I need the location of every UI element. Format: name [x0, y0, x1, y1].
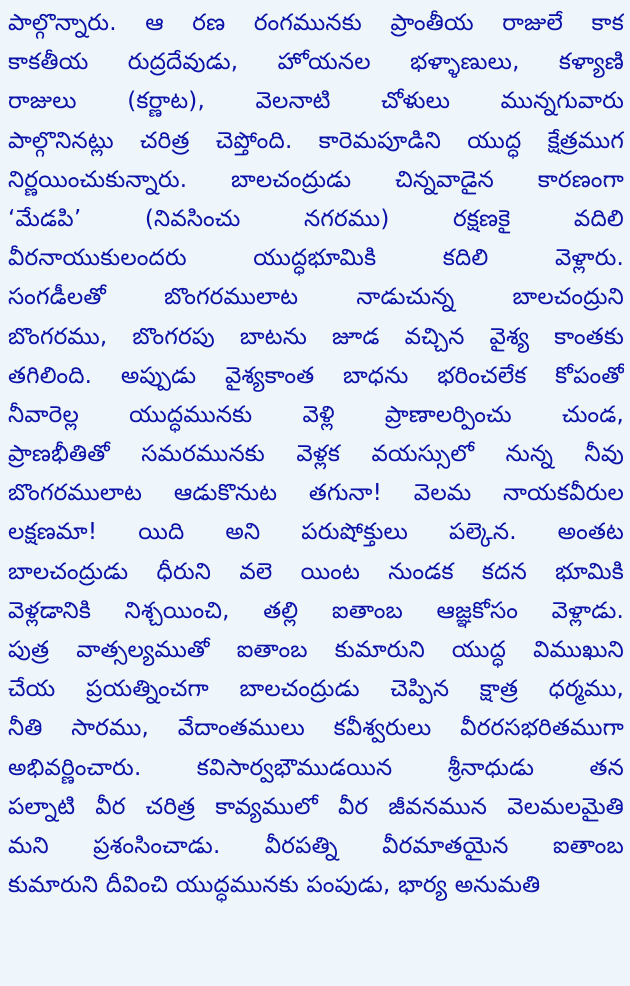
text-line: నీవారెల్ల యుద్ధమునకు వెళ్లి ప్రాణాలర్పించు చుండ, [8, 401, 624, 428]
text-line: బొంగరము, బొంగరపు బాటను జూడ వచ్చిన వైశ్య కాంతకు [8, 323, 624, 350]
text-line: పుత్ర వాత్సల్యముతో ఐతాంబ కుమారుని యుద్ధ విముఖుని [8, 637, 624, 663]
text-line: తగిలింది. అప్పుడు వైశ్యకాంత బాధను భరించలేక కోపంతో [8, 362, 624, 389]
text-line: వెళ్లడానికి నిశ్చయించి, తల్లి ఐతాంబ ఆజ్ఞకోసం వెళ్లాడు. [8, 597, 624, 624]
text-line: వీరనాయుకులందరు యుద్ధభూమికి కదిలి వెళ్లారు. [8, 245, 624, 272]
text-line: ‘మేడపి’ (నివసించు నగరము) రక్షణకై వదిలి [8, 205, 624, 232]
text-line: పల్నాటి వీర చరిత్ర కావ్యములో వీర జీవనమున వెలమలమైతి [8, 793, 624, 820]
text-line: లక్షణమా! యిది అని పరుషోక్తులు పల్కెన. అంతట [8, 519, 624, 546]
text-line: సంగడీలతో బొంగరములాట నాడుచున్న బాలచంద్రుని [8, 284, 624, 311]
text-line: అభివర్ణించారు. కవిసార్వభౌముడయిన శ్రీనాధుడు తన [8, 754, 624, 781]
text-line: నీతి సారము, వేదాంతములు కవీశ్వరులు వీరరసభరితముగా [8, 715, 624, 742]
text-line: నిర్ణయించుకున్నారు. బాలచంద్రుడు చిన్నవాడైన కారణంగా [8, 166, 624, 193]
text-line: పాల్గొనినట్లు చరిత్ర చెప్తోంది. కారెమపూడిని యుద్ధ క్షేత్రముగ [8, 127, 624, 154]
text-line: మని ప్రశంసించాడు. వీరపత్ని వీరమాతయైన ఐతాంబ [8, 832, 624, 859]
text-body [8, 4, 624, 905]
text-line: కాకతీయ రుద్రదేవుడు, హోయనల భళ్ళాణులు, కళ్యాణి [8, 49, 624, 76]
text-line: పాల్గొన్నారు. ఆ రణ రంగమునకు ప్రాంతీయ రాజులే కాక [8, 10, 624, 36]
text-line: చేయ ప్రయత్నించగా బాలచంద్రుడు చెప్పిన క్షాత్ర ధర్మము, [8, 676, 624, 703]
text-line: బొంగరములాట ఆడుకొనుట తగునా! వెలమ నాయకవీరుల [8, 480, 624, 507]
text-line: కుమారుని దీవించి యుద్ధమునకు పంపుడు, భార్య అనుమతి [8, 872, 541, 899]
text-line: బాలచంద్రుడు ధీరుని వలె యింట నుండక కదన భూమికి [8, 558, 624, 585]
text-line: రాజులు (కర్ణాట), వెలనాటి చోళులు మున్నగువారు [8, 88, 624, 115]
text-line: ప్రాణభీతితో సమరమునకు వెళ్లక వయస్సులో నున్న నీవు [8, 441, 624, 468]
